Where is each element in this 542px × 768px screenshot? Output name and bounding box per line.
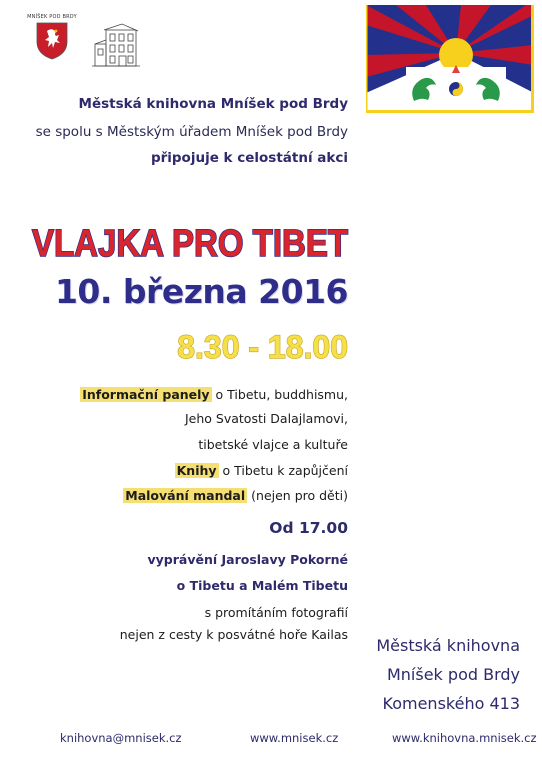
address-street: Komenského 413 — [382, 694, 520, 713]
coat-of-arms — [22, 14, 82, 60]
evening-start-time: Od 17.00 — [269, 519, 348, 537]
program-item-panels-line2: Jeho Svatosti Dalajlamovi, — [184, 411, 348, 426]
program-item-mandalas — [123, 488, 348, 503]
coat-of-arms-shield-icon — [36, 22, 68, 60]
program-item-panels — [80, 387, 348, 402]
program-text-books: o Tibetu k zapůjčení — [218, 463, 348, 478]
tibetan-flag-icon — [366, 5, 534, 113]
talk-line-1: vyprávění Jaroslavy Pokorné — [147, 552, 348, 567]
program-text-mandalas: (nejen pro děti) — [247, 488, 348, 503]
event-time — [160, 325, 350, 367]
coat-caption: MNÍŠEK POD BRDY — [27, 14, 77, 20]
address-town: Mníšek pod Brdy — [386, 665, 520, 684]
program-highlight-panels: Informační panely — [82, 387, 210, 402]
program-highlight-books: Knihy — [176, 463, 217, 478]
program-text-panels: o Tibetu, buddhismu, — [211, 387, 348, 402]
event-time-text: 8.30 - 18.00 — [177, 329, 348, 365]
intro-partner: se spolu s Městským úřadem Mníšek pod Brdy — [35, 124, 348, 140]
footer-town-website-link[interactable]: www.mnisek.cz — [250, 731, 339, 745]
program-item-panels-line3: tibetské vlajce a kultuře — [198, 437, 348, 452]
event-title — [20, 212, 350, 268]
footer-email-link[interactable]: knihovna@mnisek.cz — [60, 731, 182, 745]
talk-line-3: s promítáním fotografií — [204, 605, 348, 620]
event-title-text: VLAJKA PRO TIBET — [32, 223, 348, 265]
program-item-books — [175, 463, 348, 478]
intro-organizer: Městská knihovna Mníšek pod Brdy — [78, 96, 348, 112]
talk-line-2: o Tibetu a Malém Tibetu — [176, 578, 348, 593]
talk-line-4: nejen z cesty k posvátné hoře Kailas — [119, 627, 348, 642]
address-library: Městská knihovna — [376, 636, 520, 655]
intro-joins: připojuje k celostátní akci — [150, 150, 348, 166]
program-highlight-mandalas: Malování mandal — [125, 488, 246, 503]
footer-library-website-link[interactable]: www.knihovna.mnisek.cz — [392, 731, 537, 745]
library-building-icon — [92, 22, 140, 70]
event-date: 10. března 2016 — [54, 272, 348, 311]
